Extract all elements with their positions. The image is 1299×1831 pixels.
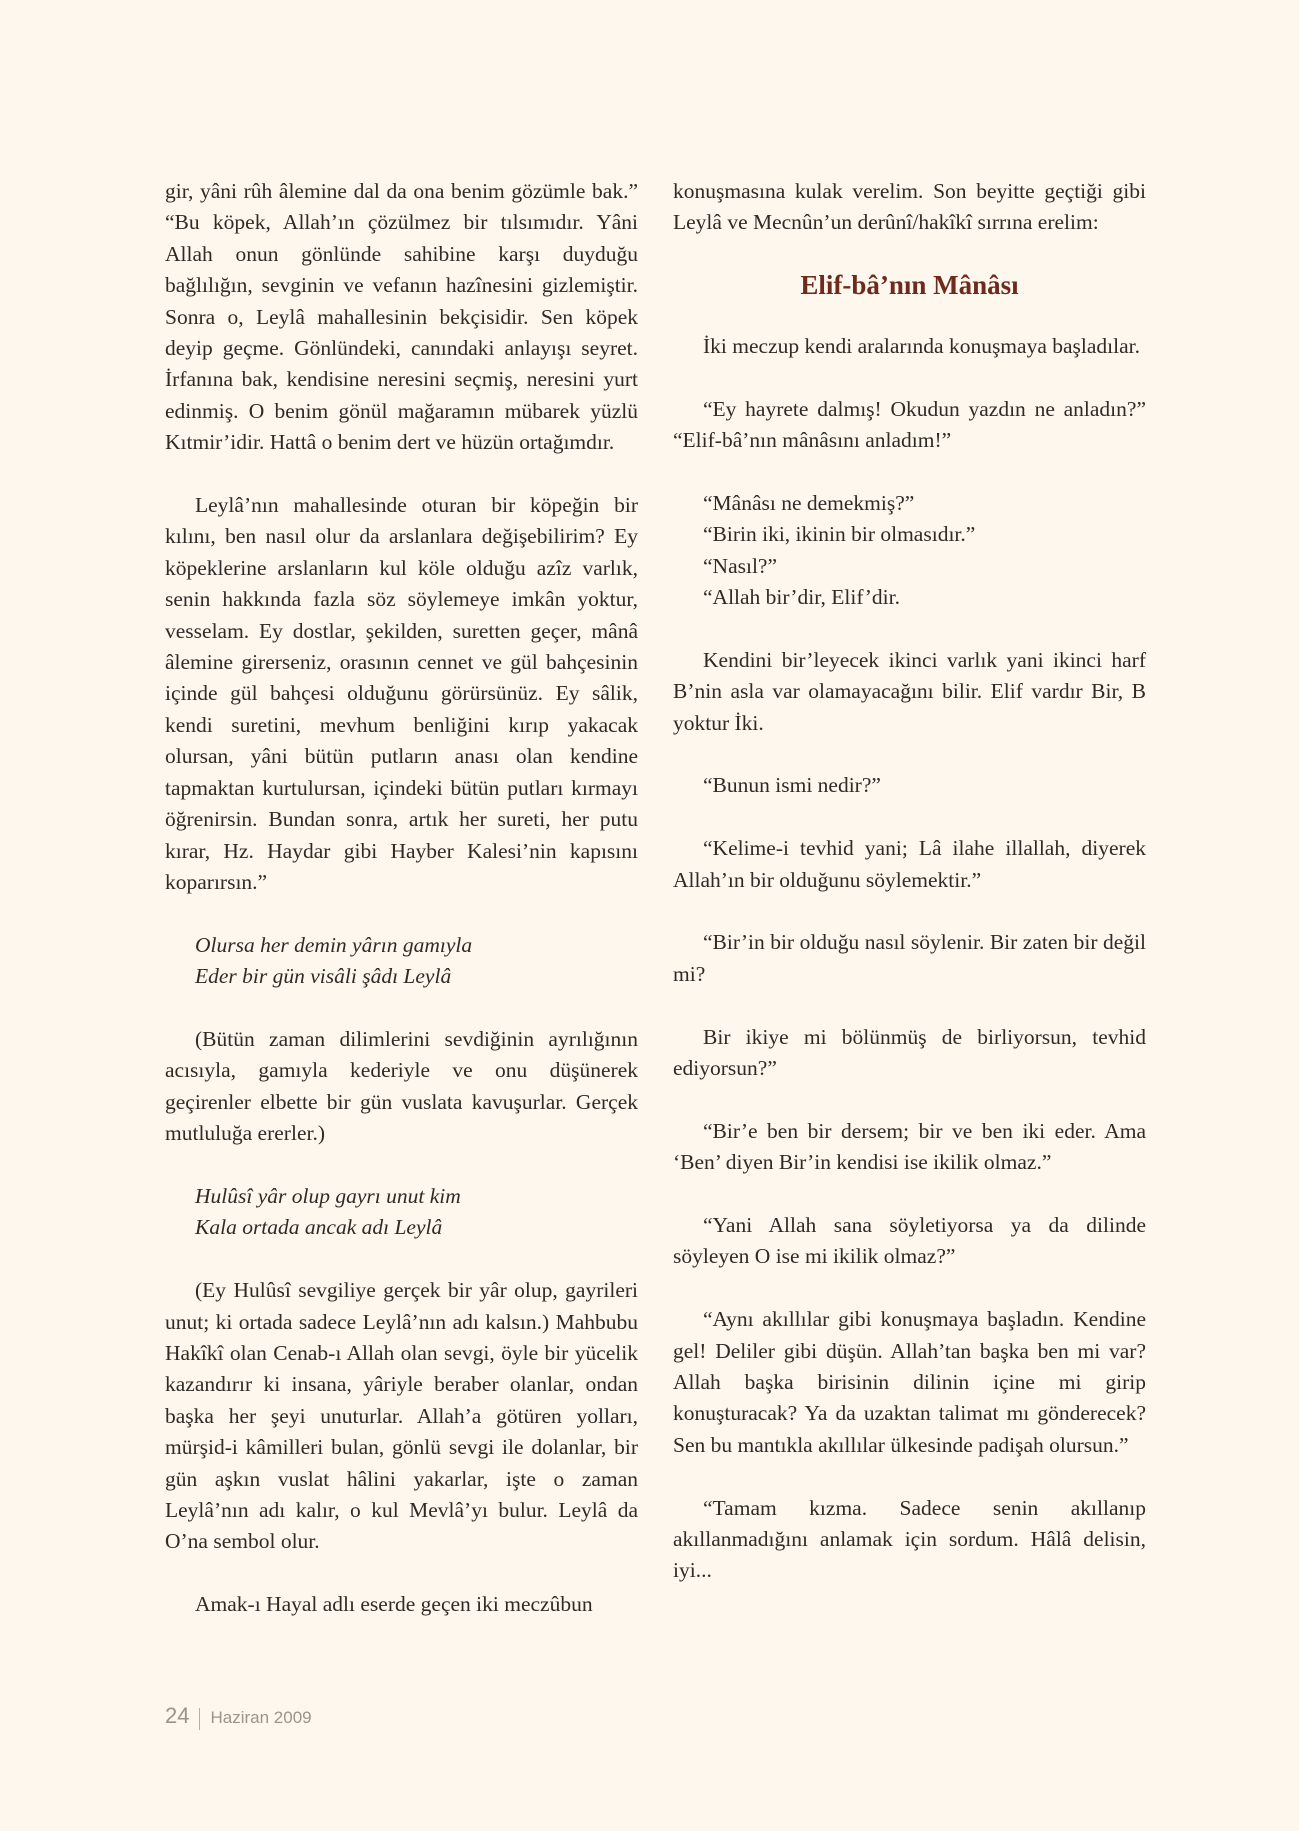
footer-divider [199, 1708, 200, 1730]
verse-2-line-2: Kala ortada ancak adı Leylâ [195, 1215, 443, 1240]
right-paragraph-3: “Ey hayrete dalmış! Okudun yazdın ne anladın?” “Elif-bâ’nın mânâsını anladım!” [673, 396, 1146, 453]
dialogue-line-3: “Nasıl?” [703, 553, 778, 578]
right-paragraph-5: “Bunun ismi nedir?” [703, 773, 881, 798]
left-paragraph-2: Leylâ’nın mahallesinde oturan bir köpeğin bir kılını, ben nasıl olur da arslanlara değişebilirim? Ey köpeklerine arslanların kul köle olduğu azîz varlık, senin hakkında fazla söz söylemeye imkân yoktur, vesselam. Ey dostlar, şekilden, suretten geçer, mânâ âlemine girerseniz, orasının cennet ve gül bahçesinin içinde gül bahçesi olduğunu görürsünüz. Ey sâlik, kendi suretini, mevhum benliğini kırıp yakacak olursan, yâni bütün putların anası olan kendine tapmaktan kurtulursan, içindeki bütün putları kırmayı öğrenirsin. Bundan sonra, artık her sureti, her putu kırar, Hz. Haydar gibi Hayber Kalesi’nin kapısını koparırsın.” [165, 493, 638, 894]
left-paragraph-5: Amak-ı Hayal adlı eserde geçen iki meczûbun [195, 1592, 593, 1617]
right-column [673, 176, 1146, 1587]
right-paragraph-4: Kendini bir’leyecek ikinci varlık yani ikinci harf B’nin asla var olamayacağını bilir. Elif vardır Bir, B yoktur İki. [673, 647, 1146, 735]
right-paragraph-9: “Bir’e ben bir dersem; bir ve ben iki eder. Ama ‘Ben’ diyen Bir’in kendisi ise ikilik olmaz.” [673, 1118, 1146, 1175]
left-paragraph-3: (Bütün zaman dilimlerini sevdiğinin ayrılığının acısıyla, gamıyla kederiyle ve onu düşünerek geçirenler elbette bir gün vuslata kavuşurlar. Gerçek mutluluğa ererler.) [165, 1026, 638, 1146]
dialogue-line-4: “Allah bir’dir, Elif’dir. [703, 585, 900, 610]
right-paragraph-7: “Bir’in bir olduğu nasıl söylenir. Bir zaten bir değil mi? [673, 930, 1146, 986]
right-paragraph-6: “Kelime-i tevhid yani; Lâ ilahe illallah, diyerek Allah’ın bir olduğunu söylemektir.” [673, 836, 1146, 892]
verse-2-line-1: Hulûsî yâr olup gayrı unut kim [195, 1183, 461, 1208]
right-paragraph-2: İki meczup kendi aralarında konuşmaya başladılar. [703, 333, 1141, 358]
dialogue-line-2: “Birin iki, ikinin bir olmasıdır.” [703, 522, 976, 547]
right-paragraph-1: konuşmasına kulak verelim. Son beyitte geçtiği gibi Leylâ ve Mecnûn’un derûnî/hakîkî sırrına erelim: [673, 179, 1146, 235]
right-paragraph-10: “Yani Allah sana söyletiyorsa ya da dilinde söyleyen O ise mi ikilik olmaz?” [673, 1213, 1146, 1269]
right-paragraph-12: “Tamam kızma. Sadece senin akıllanıp akıllanmadığını anlamak için sordum. Hâlâ delisin, iyi... [673, 1495, 1146, 1583]
left-column [165, 176, 638, 1621]
section-heading: Elif-bâ’nın Mânâsı [800, 269, 1019, 300]
page-footer [165, 1703, 312, 1730]
issue-date: Haziran 2009 [210, 1708, 312, 1727]
page-number: 24 [165, 1703, 190, 1728]
verse-1-line-1: Olursa her demin yârın gamıyla [195, 932, 473, 957]
dialogue-line-1: “Mânâsı ne demekmiş?” [703, 490, 915, 515]
left-paragraph-1: gir, yâni rûh âlemine dal da ona benim gözümle bak.” “Bu köpek, Allah’ın çözülmez bir tılsımıdır. Yâni Allah onun gönlünde sahibine karşı duyduğu bağlılığın, sevginin ve vefanın hazînesini gizlemiştir. Sonra o, Leylâ mahallesinin bekçisidir. Sen köpek deyip geçme. Gönlündeki, canındaki anlayışı seyret. İrfanına bak, kendisine neresini seçmiş, neresini yurt edinmiş. O benim gönül mağaramın mübarek yüzlü Kıtmir’idir. Hattâ o benim dert ve hüzün ortağımdır. [165, 179, 638, 455]
verse-1-line-2: Eder bir gün visâli şâdı Leylâ [195, 964, 452, 989]
right-paragraph-11: “Aynı akıllılar gibi konuşmaya başladın. Kendine gel! Deliler gibi düşün. Allah’tan başka ben mi var? Allah başka birisinin dilinin içine mi girip konuşturacak? Ya da uzaktan talimat mı gönderecek? Sen bu mantıkla akıllılar ülkesinde padişah olursun.” [673, 1307, 1146, 1457]
right-paragraph-8: Bir ikiye mi bölünmüş de birliyorsun, tevhid ediyorsun?” [673, 1024, 1146, 1081]
left-paragraph-4: (Ey Hulûsî sevgiliye gerçek bir yâr olup, gayrileri unut; ki ortada sadece Leylâ’nın adı kalsın.) Mahbubu Hakîkî olan Cenab-ı Allah olan sevgi, öyle bir yücelik kazandırır ki insana, yâriyle beraber olanlar, ondan başka her şeyi unuturlar. Allah’a götüren yolları, mürşid-i kâmilleri bulan, gönlü sevgi ile dolanlar, bir gün aşkın vuslat hâlini yakarlar, işte o zaman Leylâ’nın adı kalır, o kul Mevlâ’yı bulur. Leylâ da O’na sembol olur. [165, 1278, 638, 1554]
